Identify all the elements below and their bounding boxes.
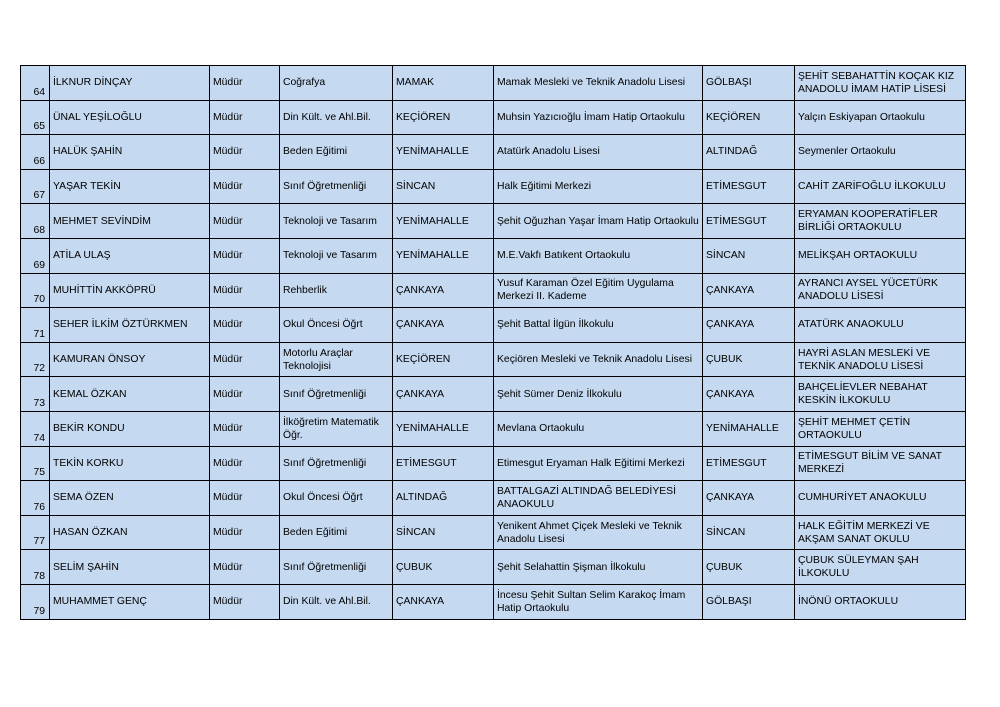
assigned-school: ŞEHİT SEBAHATTİN KOÇAK KIZ ANADOLU İMAM HATİP LİSESİ [795, 66, 966, 101]
row-number: 66 [21, 135, 50, 170]
assigned-district: GÖLBAŞI [703, 66, 795, 101]
assigned-district: ALTINDAĞ [703, 135, 795, 170]
subject-branch: Okul Öncesi Öğrt [280, 481, 393, 516]
assigned-district: ÇANKAYA [703, 308, 795, 343]
subject-branch: Sınıf Öğretmenliği [280, 446, 393, 481]
staff-name: ATİLA ULAŞ [50, 238, 210, 273]
subject-branch: Din Kült. ve Ahl.Bil. [280, 584, 393, 619]
subject-branch: Sınıf Öğretmenliği [280, 169, 393, 204]
position-title: Müdür [210, 169, 280, 204]
staff-name: YAŞAR TEKİN [50, 169, 210, 204]
current-district: YENİMAHALLE [393, 135, 494, 170]
row-number: 70 [21, 273, 50, 308]
assigned-district: GÖLBAŞI [703, 584, 795, 619]
position-title: Müdür [210, 100, 280, 135]
table-row [21, 342, 966, 377]
current-school: Keçiören Mesleki ve Teknik Anadolu Lisesi [494, 342, 703, 377]
staff-name: SEMA ÖZEN [50, 481, 210, 516]
current-district: KEÇİÖREN [393, 100, 494, 135]
assigned-school: ATATÜRK ANAOKULU [795, 308, 966, 343]
current-school: Mevlana Ortaokulu [494, 411, 703, 446]
assigned-district: ÇANKAYA [703, 377, 795, 412]
row-number: 69 [21, 238, 50, 273]
position-title: Müdür [210, 135, 280, 170]
subject-branch: Teknoloji ve Tasarım [280, 238, 393, 273]
assigned-district: ETİMESGUT [703, 446, 795, 481]
assigned-school: HALK EĞİTİM MERKEZİ VE AKŞAM SANAT OKULU [795, 515, 966, 550]
table-row [21, 411, 966, 446]
position-title: Müdür [210, 238, 280, 273]
staff-name: HALÜK ŞAHİN [50, 135, 210, 170]
table-row [21, 308, 966, 343]
current-school: BATTALGAZİ ALTINDAĞ BELEDİYESİ ANAOKULU [494, 481, 703, 516]
staff-name: KEMAL ÖZKAN [50, 377, 210, 412]
staff-name: KAMURAN ÖNSOY [50, 342, 210, 377]
staff-name: MUHİTTİN AKKÖPRÜ [50, 273, 210, 308]
current-district: MAMAK [393, 66, 494, 101]
staff-name: BEKİR KONDU [50, 411, 210, 446]
current-district: KEÇİÖREN [393, 342, 494, 377]
table-row [21, 550, 966, 585]
row-number: 68 [21, 204, 50, 239]
row-number: 78 [21, 550, 50, 585]
position-title: Müdür [210, 446, 280, 481]
staff-name: MEHMET SEVİNDİM [50, 204, 210, 239]
subject-branch: Sınıf Öğretmenliği [280, 550, 393, 585]
subject-branch: Rehberlik [280, 273, 393, 308]
subject-branch: Coğrafya [280, 66, 393, 101]
assigned-district: ETİMESGUT [703, 204, 795, 239]
assigned-school: HAYRİ ASLAN MESLEKİ VE TEKNİK ANADOLU LİSESİ [795, 342, 966, 377]
assigned-district: ETİMESGUT [703, 169, 795, 204]
current-district: ÇANKAYA [393, 377, 494, 412]
row-number: 72 [21, 342, 50, 377]
position-title: Müdür [210, 342, 280, 377]
current-school: Mamak Mesleki ve Teknik Anadolu Lisesi [494, 66, 703, 101]
staff-name: MUHAMMET GENÇ [50, 584, 210, 619]
subject-branch: Teknoloji ve Tasarım [280, 204, 393, 239]
row-number: 76 [21, 481, 50, 516]
table-body [21, 66, 966, 620]
position-title: Müdür [210, 481, 280, 516]
table-row [21, 584, 966, 619]
subject-branch: Motorlu Araçlar Teknolojisi [280, 342, 393, 377]
staff-name: SELİM ŞAHİN [50, 550, 210, 585]
staff-name: HASAN ÖZKAN [50, 515, 210, 550]
current-school: M.E.Vakfı Batıkent Ortaokulu [494, 238, 703, 273]
assigned-school: ETİMESGUT BİLİM VE SANAT MERKEZİ [795, 446, 966, 481]
position-title: Müdür [210, 515, 280, 550]
assignment-table [20, 65, 966, 620]
assigned-district: ÇANKAYA [703, 481, 795, 516]
table-row [21, 238, 966, 273]
current-school: Atatürk Anadolu Lisesi [494, 135, 703, 170]
current-district: ÇANKAYA [393, 584, 494, 619]
current-district: ÇANKAYA [393, 308, 494, 343]
assigned-school: BAHÇELİEVLER NEBAHAT KESKİN İLKOKULU [795, 377, 966, 412]
current-school: İncesu Şehit Sultan Selim Karakoç İmam Hatip Ortaokulu [494, 584, 703, 619]
assigned-district: ÇUBUK [703, 550, 795, 585]
row-number: 71 [21, 308, 50, 343]
table-row [21, 515, 966, 550]
position-title: Müdür [210, 584, 280, 619]
staff-name: İLKNUR DİNÇAY [50, 66, 210, 101]
row-number: 77 [21, 515, 50, 550]
assigned-district: ÇUBUK [703, 342, 795, 377]
current-district: SİNCAN [393, 169, 494, 204]
current-school: Şehit Selahattin Şişman İlkokulu [494, 550, 703, 585]
assigned-school: İNÖNÜ ORTAOKULU [795, 584, 966, 619]
assigned-district: KEÇİÖREN [703, 100, 795, 135]
assigned-school: AYRANCI AYSEL YÜCETÜRK ANADOLU LİSESİ [795, 273, 966, 308]
table-row [21, 204, 966, 239]
subject-branch: İlköğretim Matematik Öğr. [280, 411, 393, 446]
subject-branch: Din Kült. ve Ahl.Bil. [280, 100, 393, 135]
row-number: 79 [21, 584, 50, 619]
position-title: Müdür [210, 377, 280, 412]
assigned-school: MELİKŞAH ORTAOKULU [795, 238, 966, 273]
staff-name: ÜNAL YEŞİLOĞLU [50, 100, 210, 135]
current-school: Şehit Sümer Deniz İlkokulu [494, 377, 703, 412]
position-title: Müdür [210, 204, 280, 239]
current-school: Muhsin Yazıcıoğlu İmam Hatip Ortaokulu [494, 100, 703, 135]
current-school: Şehit Battal İlgün İlkokulu [494, 308, 703, 343]
staff-name: SEHER İLKİM ÖZTÜRKMEN [50, 308, 210, 343]
row-number: 75 [21, 446, 50, 481]
table-row [21, 446, 966, 481]
assigned-district: ÇANKAYA [703, 273, 795, 308]
table-row [21, 377, 966, 412]
subject-branch: Beden Eğitimi [280, 135, 393, 170]
current-district: YENİMAHALLE [393, 411, 494, 446]
table-row [21, 100, 966, 135]
subject-branch: Okul Öncesi Öğrt [280, 308, 393, 343]
current-district: ÇANKAYA [393, 273, 494, 308]
staff-name: TEKİN KORKU [50, 446, 210, 481]
current-district: ETİMESGUT [393, 446, 494, 481]
position-title: Müdür [210, 308, 280, 343]
position-title: Müdür [210, 273, 280, 308]
current-school: Şehit Oğuzhan Yaşar İmam Hatip Ortaokulu [494, 204, 703, 239]
table-row [21, 66, 966, 101]
current-district: YENİMAHALLE [393, 238, 494, 273]
assigned-school: ÇUBUK SÜLEYMAN ŞAH İLKOKULU [795, 550, 966, 585]
current-school: Etimesgut Eryaman Halk Eğitimi Merkezi [494, 446, 703, 481]
current-district: SİNCAN [393, 515, 494, 550]
position-title: Müdür [210, 66, 280, 101]
current-school: Halk Eğitimi Merkezi [494, 169, 703, 204]
assigned-school: CUMHURİYET ANAOKULU [795, 481, 966, 516]
row-number: 73 [21, 377, 50, 412]
subject-branch: Sınıf Öğretmenliği [280, 377, 393, 412]
position-title: Müdür [210, 411, 280, 446]
assigned-district: SİNCAN [703, 238, 795, 273]
table-row [21, 273, 966, 308]
current-school: Yusuf Karaman Özel Eğitim Uygulama Merkezi II. Kademe [494, 273, 703, 308]
current-district: YENİMAHALLE [393, 204, 494, 239]
assigned-school: ERYAMAN KOOPERATİFLER BİRLİĞİ ORTAOKULU [795, 204, 966, 239]
current-school: Yenikent Ahmet Çiçek Mesleki ve Teknik Anadolu Lisesi [494, 515, 703, 550]
assigned-school: Seymenler Ortaokulu [795, 135, 966, 170]
subject-branch: Beden Eğitimi [280, 515, 393, 550]
assigned-school: CAHİT ZARİFOĞLU İLKOKULU [795, 169, 966, 204]
row-number: 67 [21, 169, 50, 204]
table-row [21, 135, 966, 170]
current-district: ALTINDAĞ [393, 481, 494, 516]
row-number: 65 [21, 100, 50, 135]
position-title: Müdür [210, 550, 280, 585]
row-number: 74 [21, 411, 50, 446]
current-district: ÇUBUK [393, 550, 494, 585]
assigned-school: Yalçın Eskiyapan Ortaokulu [795, 100, 966, 135]
assigned-district: SİNCAN [703, 515, 795, 550]
assigned-district: YENİMAHALLE [703, 411, 795, 446]
row-number: 64 [21, 66, 50, 101]
assigned-school: ŞEHİT MEHMET ÇETİN ORTAOKULU [795, 411, 966, 446]
table-row [21, 481, 966, 516]
table-row [21, 169, 966, 204]
